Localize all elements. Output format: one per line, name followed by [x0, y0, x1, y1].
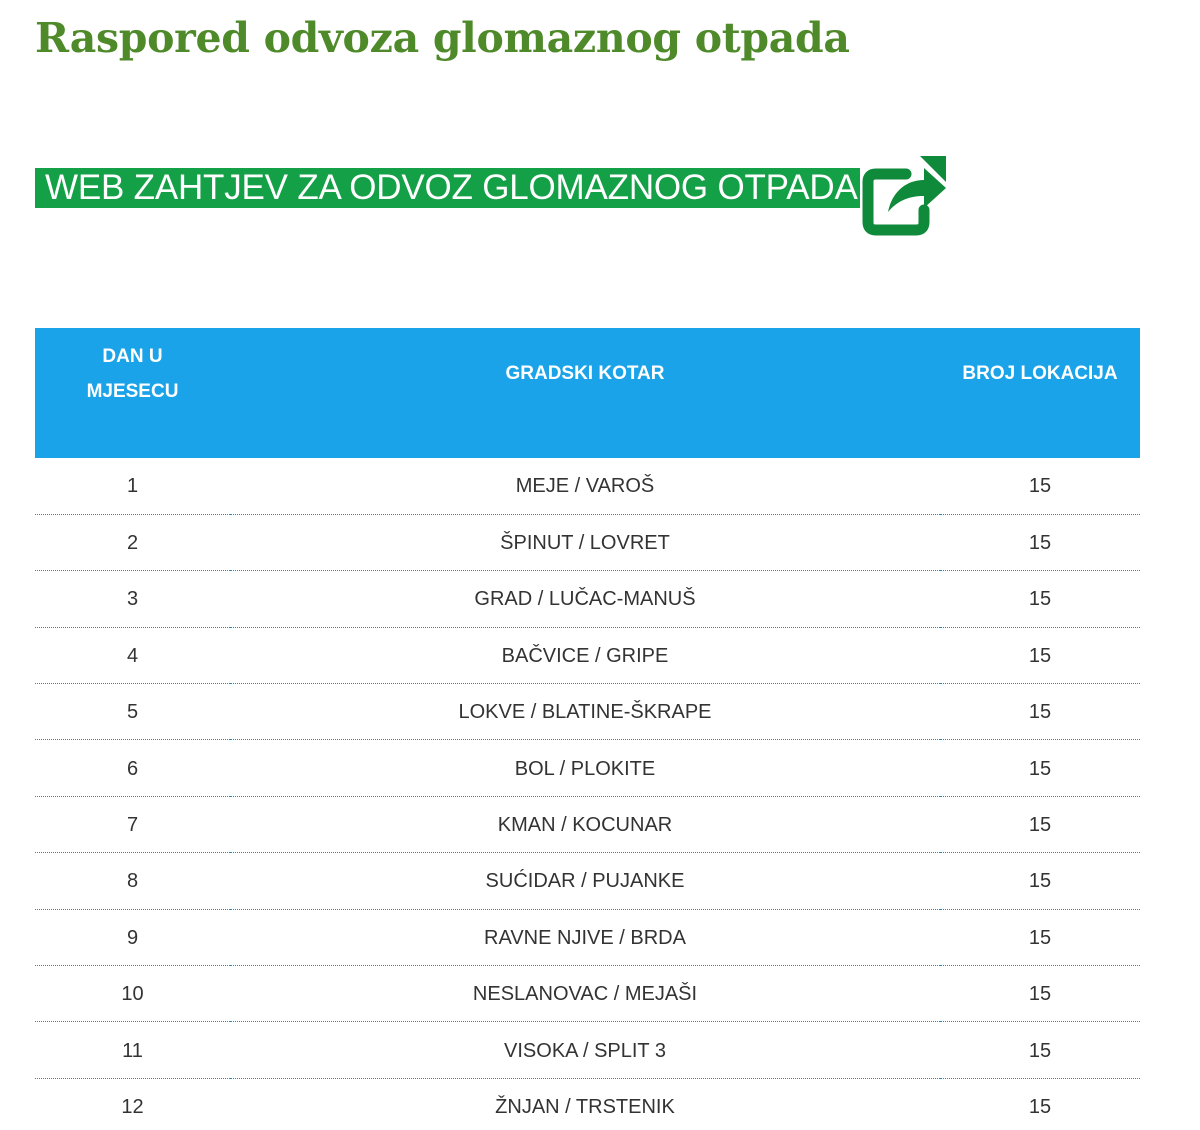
table-row — [35, 796, 1140, 852]
cell-day: 4 — [35, 627, 230, 683]
table-row — [35, 853, 1140, 909]
table-row — [35, 684, 1140, 740]
cell-day: 7 — [35, 796, 230, 852]
cell-district: SUĆIDAR / PUJANKE — [230, 853, 940, 909]
cell-day: 5 — [35, 684, 230, 740]
cell-locations: 15 — [940, 796, 1140, 852]
cell-day: 10 — [35, 966, 230, 1022]
cell-day: 6 — [35, 740, 230, 796]
table-row — [35, 740, 1140, 796]
cell-day: 11 — [35, 1022, 230, 1078]
header-location-count: BROJ LOKACIJA — [940, 328, 1140, 458]
cell-locations: 15 — [940, 909, 1140, 965]
external-link-icon[interactable] — [862, 152, 952, 238]
header-day-line1: DAN U — [102, 346, 163, 367]
cell-district: BAČVICE / GRIPE — [230, 627, 940, 683]
cell-district: ŠPINUT / LOVRET — [230, 514, 940, 570]
header-district: GRADSKI KOTAR — [230, 328, 940, 458]
cell-locations: 15 — [940, 966, 1140, 1022]
table-row — [35, 966, 1140, 1022]
table-row — [35, 1078, 1140, 1130]
cell-day: 1 — [35, 458, 230, 514]
web-request-label[interactable]: WEB ZAHTJEV ZA ODVOZ GLOMAZNOG OTPADA — [35, 168, 860, 208]
header-day-line2: MJESECU — [86, 381, 179, 402]
table-row — [35, 627, 1140, 683]
cell-locations: 15 — [940, 571, 1140, 627]
cell-district: BOL / PLOKITE — [230, 740, 940, 796]
cell-district: VISOKA / SPLIT 3 — [230, 1022, 940, 1078]
cell-district: LOKVE / BLATINE-ŠKRAPE — [230, 684, 940, 740]
page-title: Raspored odvoza glomaznog otpada — [35, 14, 850, 62]
cell-locations: 15 — [940, 1078, 1140, 1130]
cell-district: GRAD / LUČAC-MANUŠ — [230, 571, 940, 627]
table-header-row — [35, 328, 1140, 458]
table-row — [35, 514, 1140, 570]
table-row — [35, 909, 1140, 965]
cell-district: ŽNJAN / TRSTENIK — [230, 1078, 940, 1130]
cell-locations: 15 — [940, 740, 1140, 796]
cell-district: RAVNE NJIVE / BRDA — [230, 909, 940, 965]
web-request-link[interactable] — [35, 152, 952, 238]
cell-locations: 15 — [940, 514, 1140, 570]
cell-district: MEJE / VAROŠ — [230, 458, 940, 514]
schedule-table — [35, 328, 1140, 1130]
cell-day: 12 — [35, 1078, 230, 1130]
cell-day: 8 — [35, 853, 230, 909]
table-row — [35, 1022, 1140, 1078]
cell-locations: 15 — [940, 458, 1140, 514]
cell-locations: 15 — [940, 627, 1140, 683]
cell-locations: 15 — [940, 853, 1140, 909]
cell-locations: 15 — [940, 1022, 1140, 1078]
table-row — [35, 571, 1140, 627]
cell-day: 9 — [35, 909, 230, 965]
table-row — [35, 458, 1140, 514]
cell-district: KMAN / KOCUNAR — [230, 796, 940, 852]
cell-day: 3 — [35, 571, 230, 627]
cell-locations: 15 — [940, 684, 1140, 740]
cell-district: NESLANOVAC / MEJAŠI — [230, 966, 940, 1022]
header-day-of-month — [35, 328, 230, 458]
cell-day: 2 — [35, 514, 230, 570]
